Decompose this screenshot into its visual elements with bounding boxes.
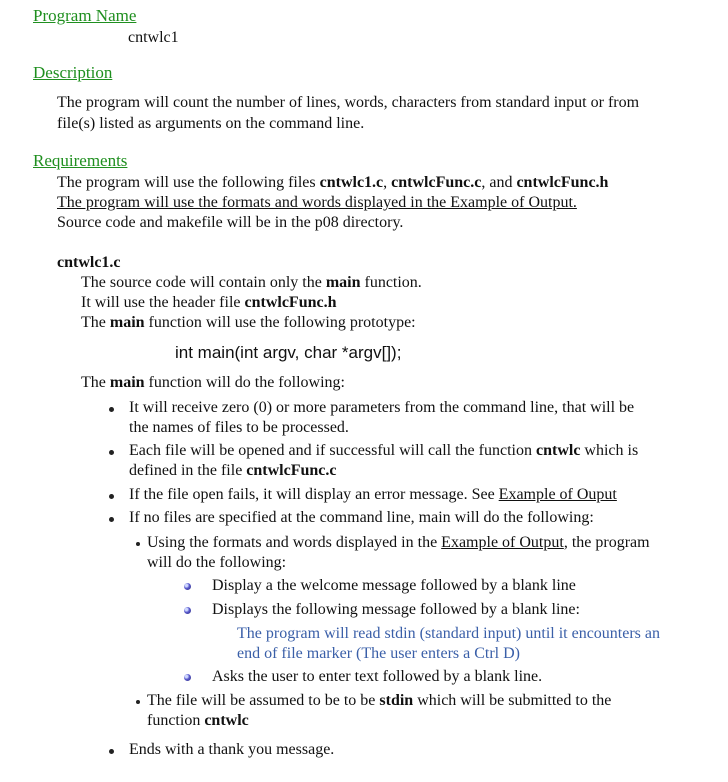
bullet-2-line-1 bbox=[129, 441, 638, 461]
does-suffix: function will do the following: bbox=[144, 374, 345, 391]
sub-bullet-icon bbox=[136, 700, 140, 704]
b2-suffix: which is bbox=[580, 442, 639, 459]
example-of-output-link[interactable]: Example of Output bbox=[441, 534, 564, 551]
cntwlc1-line-1 bbox=[81, 273, 422, 293]
example-of-output-link[interactable]: Example of Ouput bbox=[498, 486, 617, 503]
step-asks-user: Asks the user to enter text followed by a blank line. bbox=[212, 668, 543, 685]
line2-prefix: It will use the header file bbox=[81, 294, 245, 311]
s2-line2-prefix: function bbox=[147, 712, 205, 729]
files-prefix: The program will use the following files bbox=[57, 174, 320, 191]
line3-suffix: function will use the following prototype: bbox=[144, 314, 416, 331]
s2-suffix: which will be submitted to the bbox=[413, 692, 612, 709]
cntwlc1-line-3 bbox=[81, 313, 416, 333]
bullet-icon bbox=[109, 749, 114, 754]
bullet-4: If no files are specified at the command line, main will do the following: bbox=[129, 509, 594, 526]
file-cntwlcfunc-h: cntwlcFunc.h bbox=[516, 174, 609, 191]
requirements-source-line: Source code and makefile will be in the p08 directory. bbox=[57, 214, 404, 231]
bullet-1-line-2: the names of files to be processed. bbox=[129, 419, 349, 436]
sub-bullet-2-line-2 bbox=[147, 711, 249, 731]
line3-prefix: The bbox=[81, 314, 110, 331]
circle-bullet-icon bbox=[184, 583, 191, 590]
b3-prefix: If the file open fails, it will display an error message. See bbox=[129, 486, 499, 503]
bullet-1-line-1: It will receive zero (0) or more parameters from the command line, that will be bbox=[129, 399, 635, 416]
circle-bullet-icon bbox=[184, 607, 191, 614]
sub-bullet-2-line-1 bbox=[147, 691, 611, 711]
does-prefix: The bbox=[81, 374, 110, 391]
s1-suffix: , the program bbox=[563, 534, 650, 551]
program-name-value: cntwlc1 bbox=[128, 29, 179, 46]
requirements-formats-line: The program will use the formats and words displayed in the Example of Output. bbox=[57, 194, 577, 211]
sub-bullet-1-line-2: will do the following: bbox=[147, 554, 287, 571]
s2-stdin: stdin bbox=[379, 692, 414, 709]
bullet-icon bbox=[109, 407, 114, 412]
bullet-5: Ends with a thank you message. bbox=[129, 741, 335, 758]
circle-bullet-icon bbox=[184, 674, 191, 681]
requirements-heading: Requirements bbox=[33, 151, 128, 170]
files-and: , and bbox=[481, 174, 517, 191]
message-line-2: end of file marker (The user enters a Ctrl D) bbox=[237, 645, 520, 662]
b2-file: cntwlcFunc.c bbox=[246, 462, 337, 479]
bullet-2-line-2 bbox=[129, 461, 337, 481]
b2-cntwlc: cntwlc bbox=[535, 442, 581, 459]
description-line-1: The program will count the number of lines, words, characters from standard input or from bbox=[57, 94, 640, 111]
bullet-icon bbox=[109, 450, 114, 455]
s2-cntwlc: cntwlc bbox=[204, 712, 249, 729]
line1-prefix: The source code will contain only the bbox=[81, 274, 326, 291]
file-cntwlcfunc-c: cntwlcFunc.c bbox=[391, 174, 482, 191]
line3-main: main bbox=[109, 314, 145, 331]
step-welcome: Display a the welcome message followed by a blank line bbox=[212, 577, 576, 594]
does-main: main bbox=[109, 374, 145, 391]
b2-prefix: Each file will be opened and if successful will call the function bbox=[129, 442, 536, 459]
description-heading: Description bbox=[33, 63, 113, 82]
step-displays-message: Displays the following message followed by a blank line: bbox=[212, 601, 580, 618]
main-prototype: int main(int argv, char *argv[]); bbox=[175, 343, 402, 362]
line1-suffix: function. bbox=[360, 274, 422, 291]
sub-bullet-1-line-1 bbox=[147, 533, 650, 553]
requirements-files-line bbox=[57, 173, 608, 193]
bullet-3 bbox=[129, 485, 617, 505]
b2-line2-prefix: defined in the file bbox=[129, 462, 247, 479]
sub-bullet-icon bbox=[136, 542, 140, 546]
bullet-icon bbox=[109, 494, 114, 499]
cntwlc1-heading: cntwlc1.c bbox=[57, 254, 121, 271]
bullet-icon bbox=[109, 517, 114, 522]
cntwlc1-line-2 bbox=[81, 293, 337, 313]
line1-main: main bbox=[325, 274, 361, 291]
file-cntwlc1: cntwlc1.c bbox=[319, 174, 384, 191]
main-does-line bbox=[81, 373, 345, 393]
message-line-1: The program will read stdin (standard input) until it encounters an bbox=[237, 625, 660, 642]
s1-prefix: Using the formats and words displayed in the bbox=[147, 534, 442, 551]
line2-header: cntwlcFunc.h bbox=[244, 294, 337, 311]
description-line-2: file(s) listed as arguments on the command line. bbox=[57, 115, 365, 132]
program-name-heading: Program Name bbox=[33, 6, 137, 25]
files-comma: , bbox=[383, 174, 392, 191]
s2-prefix: The file will be assumed to be to be bbox=[147, 692, 380, 709]
